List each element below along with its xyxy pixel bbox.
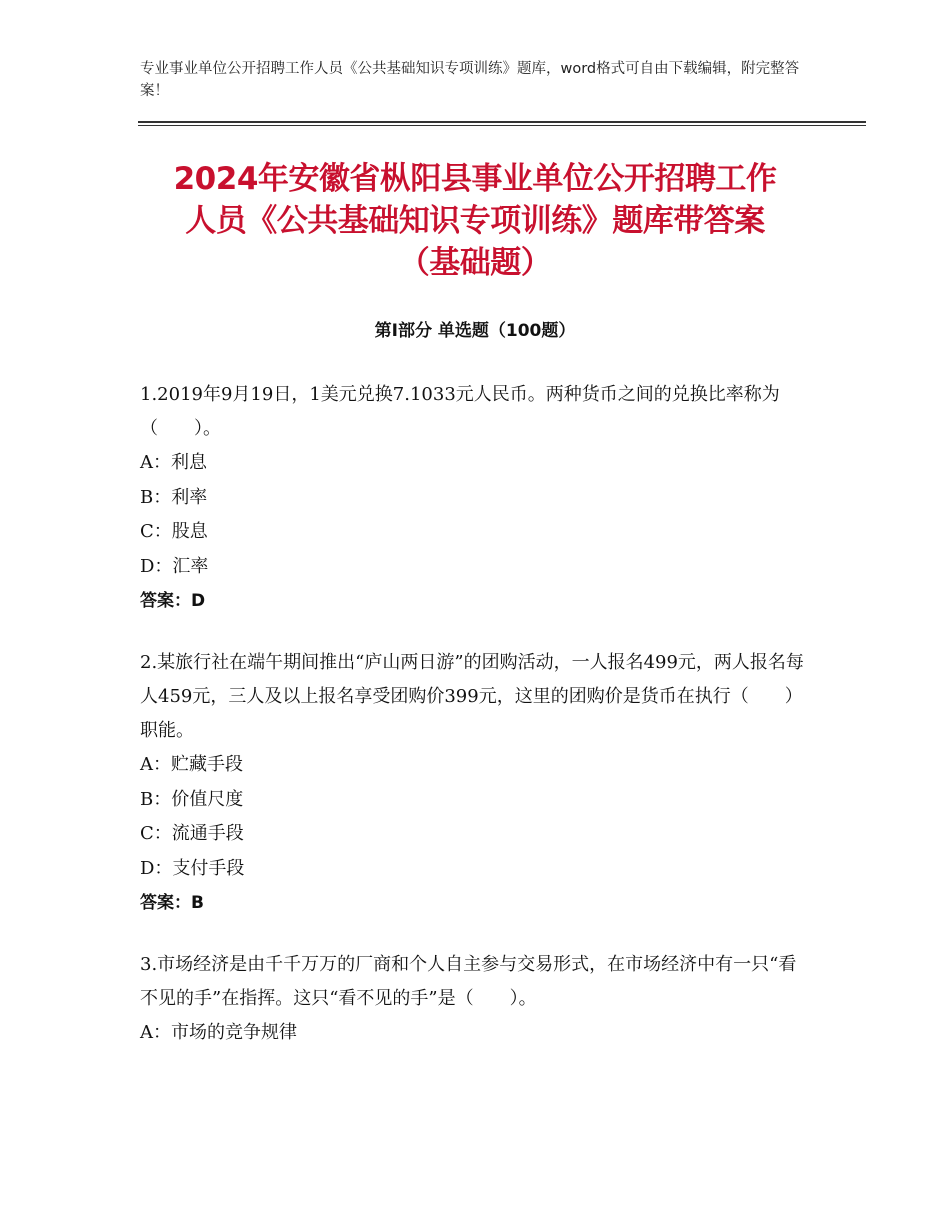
option-a: A：利息: [140, 452, 207, 473]
question-text: 2.某旅行社在端午期间推出“庐山两日游”的团购活动，一人报名499元，两人报名每人459元，三人及以上报名享受团购价399元，这里的团购价是货币在执行（ ）职能。: [140, 652, 804, 741]
header-divider-thick: [138, 121, 866, 123]
question-2: [140, 646, 812, 920]
question-1: [140, 378, 812, 618]
title-line-2: 人员《公共基础知识专项训练》题库带答案: [185, 203, 765, 239]
question-text: 3.市场经济是由千千万万的厂商和个人自主参与交易形式，在市场经济中有一只“看不见的手”在指挥。这只“看不见的手”是（ ）。: [140, 954, 797, 1009]
option-d: D：汇率: [140, 555, 209, 577]
question-list: [140, 378, 812, 1079]
header-note: 专业事业单位公开招聘工作人员《公共基础知识专项训练》题库，word格式可自由下载编辑，附完整答案！: [140, 61, 800, 99]
question-text: 1.2019年9月19日，1美元兑换7.1033元人民币。两种货币之间的兑换比率称为（ ）。: [140, 384, 780, 439]
answer-label: 答案：B: [140, 893, 204, 913]
title-line-3: （基础题）: [398, 245, 552, 281]
title-line-1: 2024年安徽省枞阳县事业单位公开招聘工作: [173, 161, 777, 197]
answer-label: 答案：D: [140, 591, 206, 611]
option-a: A：贮藏手段: [140, 754, 243, 775]
option-c: C：股息: [140, 521, 208, 542]
option-b: B：价值尺度: [140, 788, 244, 810]
option-a: A：市场的竞争规律: [140, 1022, 297, 1043]
option-d: D：支付手段: [140, 857, 245, 879]
header-divider-thin: [138, 125, 866, 126]
section-heading: 第Ⅰ部分 单选题（100题）: [374, 321, 576, 341]
option-c: C：流通手段: [140, 823, 244, 844]
option-b: B：利率: [140, 486, 208, 508]
document-title: [110, 158, 840, 284]
question-3: [140, 948, 812, 1051]
